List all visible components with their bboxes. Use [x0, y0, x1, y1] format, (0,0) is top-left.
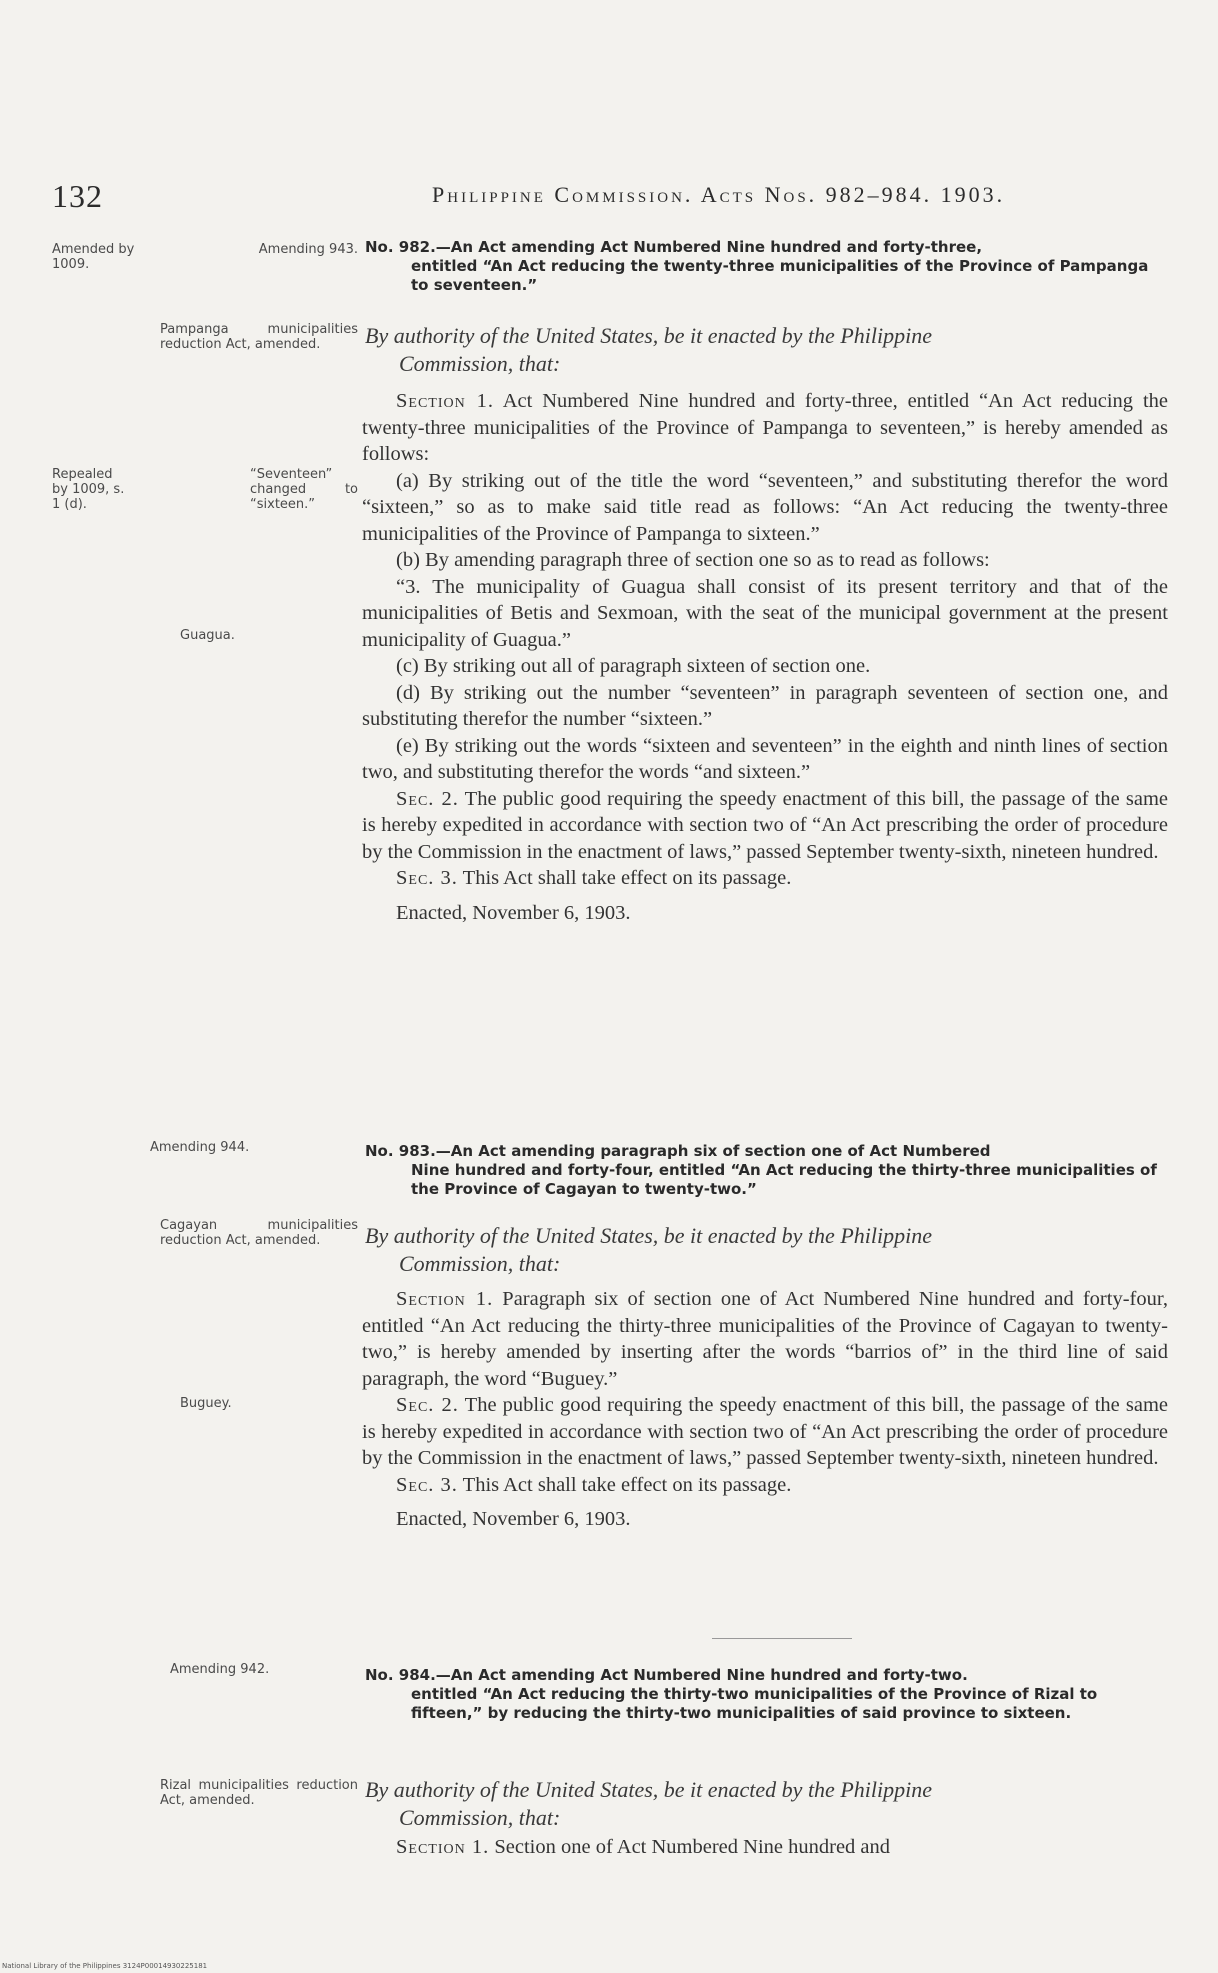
enacting-clause — [365, 322, 1167, 378]
section-label: Sec. 3. — [396, 1473, 458, 1496]
section-divider-rule — [712, 1638, 852, 1639]
enacting-clause-line-2: Commission, that: — [399, 1805, 561, 1830]
paragraph-3: “3. The municipality of Guagua shall consist of its present territory and that of the municipalities of Betis and Sexmoan, with the seat of the municipal government at the present municipality of Guagua.” — [362, 575, 1168, 651]
margin-note-reduction-act: Cagayan municipalities reduction Act, amended. — [160, 1218, 358, 1248]
margin-note-reduction-act: Rizal municipalities reduction Act, amended. — [160, 1778, 358, 1808]
act-984-body — [362, 1834, 1168, 1861]
section-label: Sec. 2. — [396, 1394, 459, 1416]
section-text: This Act shall take effect on its passage. — [457, 867, 792, 889]
section-text: Act Numbered Nine hundred and forty-three, entitled “An Act reducing the twenty-three municipalities of the Province of Pampanga to seventeen,” is hereby amended as follows: — [362, 390, 1168, 465]
paragraph-b: (b) By amending paragraph three of section one so as to read as follows: — [396, 549, 990, 571]
section-2 — [362, 1392, 1168, 1472]
enacting-clause-line-2: Commission, that: — [399, 1251, 561, 1276]
enacting-clause-line: By authority of the United States, be it enacted by the Philippine — [365, 1223, 932, 1248]
scan-footer: National Library of the Philippines 3124P00014930225181 — [2, 1962, 208, 1970]
section-label: Sec. 3. — [396, 867, 458, 889]
margin-note-amending: Amending 942. — [170, 1662, 270, 1677]
margin-note-buguey: Buguey. — [180, 1396, 232, 1411]
enacted-date: Enacted, November 6, 1903. — [396, 901, 631, 924]
section-text: Section one of Act Numbered Nine hundred and — [489, 1836, 891, 1858]
act-number: No. 984. — [365, 1666, 436, 1684]
act-number: No. 982. — [365, 238, 436, 256]
act-title-continued: Nine hundred and forty-four, entitled “An Act reducing the thirty-three municipalities of the Province of Cagayan to twenty-two.” — [411, 1161, 1157, 1198]
margin-note-guagua: Guagua. — [180, 628, 235, 643]
section-text: The public good requiring the speedy enactment of this bill, the passage of the same is hereby expedited in accordance with section two of “An Act prescribing the order of procedure by the Commission in the enactment of laws,” passed September twenty-sixth, nineteen hundred. — [362, 1394, 1168, 1469]
paragraph-e: (e) By striking out the words “sixteen and seventeen” in the eighth and ninth lines of section two, and substituting therefor the words “and sixteen.” — [362, 734, 1168, 783]
section-label: Sec. 2. — [396, 787, 459, 810]
section-label: Section 1. — [396, 390, 494, 412]
act-983-body — [362, 1286, 1168, 1533]
enacting-clause — [365, 1222, 1167, 1278]
section-2 — [362, 786, 1168, 866]
section-1 — [362, 1834, 1168, 1861]
margin-note-repealed: Repealed by 1009, s. 1 (d). — [52, 467, 125, 512]
enacting-clause-line: By authority of the United States, be it enacted by the Philippine — [365, 323, 932, 348]
section-3 — [362, 865, 1168, 892]
enacting-clause — [365, 1776, 1167, 1832]
margin-note-amending: Amending 944. — [150, 1140, 250, 1155]
section-3 — [362, 1472, 1168, 1499]
page-number: 132 — [52, 178, 103, 214]
act-title-line: —An Act amending Act Numbered Nine hundred and forty-two. — [435, 1666, 968, 1684]
paragraph-c: (c) By striking out all of paragraph sixteen of section one. — [396, 655, 871, 677]
margin-note-amending: Amending 943. — [258, 242, 358, 257]
section-label: Section 1. — [396, 1836, 490, 1858]
running-head: Philippine Commission. Acts Nos. 982–984. 1903. — [432, 182, 1006, 207]
section-text: This Act shall take effect on its passage. — [457, 1473, 792, 1496]
act-982-title — [365, 238, 1167, 295]
act-number: No. 983. — [365, 1142, 436, 1160]
margin-note-reduction-act: Pampanga municipalities reduction Act, amended. — [160, 322, 358, 352]
act-title-line: —An Act amending Act Numbered Nine hundred and forty-three, — [435, 238, 983, 256]
act-982-body — [362, 388, 1168, 926]
act-title-continued: entitled “An Act reducing the twenty-three municipalities of the Province of Pampanga to seventeen.” — [411, 257, 1149, 294]
section-text: The public good requiring the speedy enactment of this bill, the passage of the same is hereby expedited in accordance with section two of “An Act prescribing the order of procedure by the Commission in the enactment of laws,” passed September twenty-sixth, nineteen hundred. — [362, 787, 1168, 863]
act-title-continued: entitled “An Act reducing the thirty-two municipalities of the Province of Rizal to fifteen,” by reducing the thirty-two municipalities of said province to sixteen. — [411, 1685, 1098, 1722]
enacting-clause-line-2: Commission, that: — [399, 351, 561, 376]
act-983-title — [365, 1142, 1167, 1199]
margin-note-seventeen-changed: “Seventeen” changed to “sixteen.” — [250, 467, 358, 512]
section-1 — [362, 1286, 1168, 1392]
paragraph-a: (a) By striking out of the title the word “seventeen,” and substituting therefor the word “sixteen,” so as to make said title read as follows: “An Act reducing the twenty-three municipalities of the Province of Pampanga to sixteen.” — [362, 469, 1168, 545]
act-title-line: —An Act amending paragraph six of section one of Act Numbered — [435, 1142, 991, 1160]
margin-note-amended-by: Amended by 1009. — [52, 242, 135, 272]
section-text: Paragraph six of section one of Act Numbered Nine hundred and forty-four, entitled “An Act reducing the thirty-three municipalities of the Province of Cagayan to twenty-two,” is hereby amended by inserting after the words “barrios of” in the third line of said paragraph, the word “Buguey.” — [362, 1288, 1168, 1390]
enacting-clause-line: By authority of the United States, be it enacted by the Philippine — [365, 1777, 932, 1802]
page-header — [52, 178, 1104, 218]
enacted-date: Enacted, November 6, 1903. — [396, 1508, 631, 1530]
section-label: Section 1. — [396, 1288, 494, 1310]
act-984-title — [365, 1666, 1167, 1723]
paragraph-d: (d) By striking out the number “seventeen” in paragraph seventeen of section one, and substituting therefor the number “sixteen.” — [362, 681, 1168, 730]
section-1 — [362, 388, 1168, 468]
